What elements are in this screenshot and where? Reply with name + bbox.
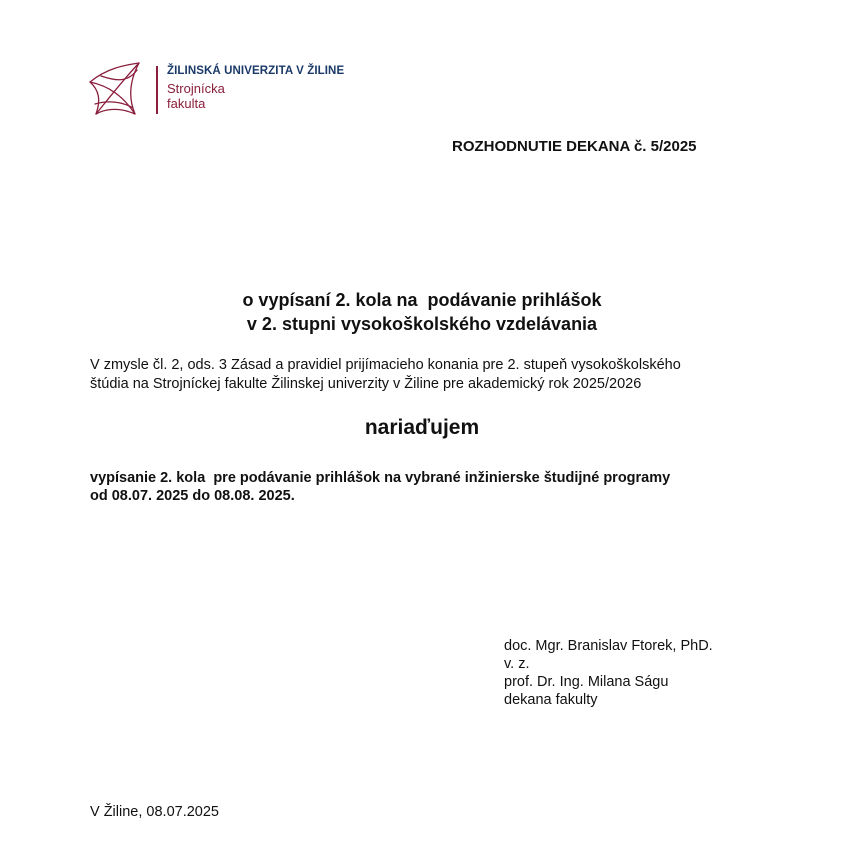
intro-paragraph (90, 356, 770, 394)
decision-number: ROZHODNUTIE DEKANA č. 5/2025 (452, 138, 697, 155)
intro-line-2: štúdia na Strojníckej fakulte Žilinskej univerzity v Žiline pre akademický rok 2025/2026 (90, 376, 642, 392)
faculty-name (167, 81, 225, 111)
intro-line-1: V zmysle čl. 2, ods. 3 Zásad a pravidiel prijímacieho konania pre 2. stupeň vysokoškolského (90, 357, 681, 373)
decree-heading: nariaďujem (364, 416, 480, 439)
order-line-2: od 08.07. 2025 do 08.08. 2025. (90, 488, 295, 504)
faculty-name-line1: Strojnícka (167, 81, 225, 96)
order-line-1: vypísanie 2. kola pre podávanie prihlášok na vybrané inžinierske študijné programy (90, 470, 671, 486)
logo-divider (156, 66, 158, 114)
faculty-name-line2: fakulta (167, 96, 206, 111)
signatory-role: dekana fakulty (504, 692, 598, 708)
place-date: V Žiline, 08.07.2025 (90, 804, 219, 820)
faculty-logo-mark (87, 60, 145, 118)
document-title (90, 288, 754, 336)
signature-block (504, 637, 713, 709)
dean-name: prof. Dr. Ing. Milana Ságu (504, 674, 669, 690)
signatory-name: doc. Mgr. Branislav Ftorek, PhD. (504, 638, 713, 654)
order-paragraph (90, 469, 670, 505)
signatory-proxy: v. z. (504, 656, 530, 672)
title-line-1: o vypísaní 2. kola na podávanie prihlášok (242, 290, 602, 310)
university-name: ŽILINSKÁ UNIVERZITA V ŽILINE (167, 65, 345, 77)
title-line-2: v 2. stupni vysokoškolského vzdelávania (246, 314, 598, 334)
